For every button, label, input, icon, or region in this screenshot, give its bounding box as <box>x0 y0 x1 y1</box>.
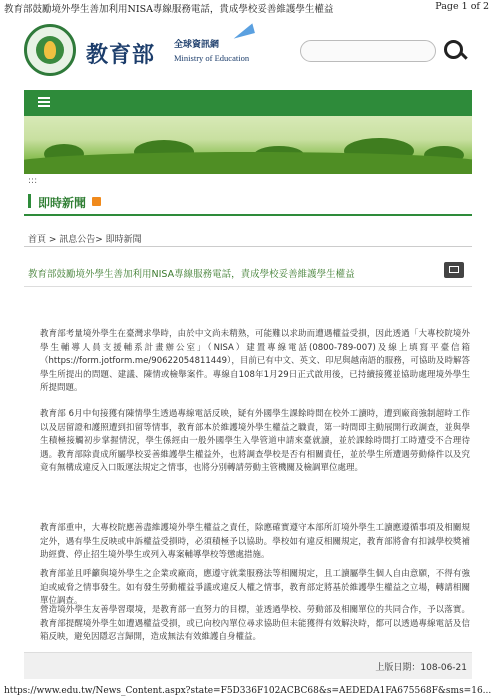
nav-bar <box>24 90 472 116</box>
search-icon-handle <box>459 51 467 59</box>
section-marker <box>28 194 31 208</box>
news-paragraph-3: 教育部重申，大專校院應善盡維護境外學生權益之責任，除應確實遵守本部所訂境外學生工讀應遵循事項及相關規定外，遇有學生反映或申訴權益受損時，必須積極予以協助。學校如有違反相關規定，教育部將會有扣減學校獎補助經費、停止招生境外學生或列入專案輔導學校等懲處措施。 <box>40 523 470 561</box>
torch-icon <box>44 41 56 59</box>
print-header <box>0 0 495 14</box>
section-title: 即時新聞 <box>38 196 87 210</box>
news-paragraph-2: 教育部 6月中旬接獲有陳情學生透過專線電話反映，疑有外國學生課餘時間在校外工讀時，遭到廠商強制超時工作以及居留證和護照遭到扣留等情事，教育部本於維護境外學生權益之職責，第一時間即主動展開行政調查，並與學生積極接觸初步掌握情況，學生係經由一般外國學生入學管道申請來臺就讀，並於課餘時間打工時遭受不合理待遇。教育部除責成所屬學校妥善維護學生權益外，也將調查學校是否有相關責任，並於學生所遭遇勞動條件以及究竟有無構成違反入口販運法規定之情事，也將分別轉請勞動主管機關及檢調單位處理。 <box>40 409 470 474</box>
print-header-title: 教育部鼓勵境外學生善加利用NISA專線服務電話，貴成學校妥善維護學生權益 <box>4 4 334 15</box>
search-button[interactable] <box>442 38 468 64</box>
printer-icon <box>449 266 459 273</box>
updated-date: 上版日期：108-06-21 <box>375 663 467 673</box>
news-paragraph-4: 教育部並且呼籲與境外學生之企業或廠商，應遵守就業服務法等相關規定，且工讀屬學生個人自由意願，不得有強迫或威脅之情事發生。如有發生勞動權益爭議或違反人權之情事，教育部定將基於維護學生權益之立場，轉請相關單位調查。 <box>40 569 470 607</box>
accesskey-dots[interactable]: ::: <box>28 176 38 186</box>
news-paragraph-5: 營造境外學生友善學習環境，是教育部一直努力的目標，並透過學校、勞動部及相關單位的共同合作，予以落實。教育部提醒境外學生如遭遇權益受損，或已向校內單位尋求協助但未能獲得有效解決時，都可以透過專線電話及信箱反映，避免因隱忍言歸開，造成無法有效維護自身權益。 <box>40 605 470 643</box>
paper-plane-icon <box>231 23 255 38</box>
search-icon <box>444 40 463 59</box>
print-button[interactable] <box>444 262 464 278</box>
news-paragraph-1: 教育部考量境外學生在臺灣求學時，由於中文尚未精熟，可能難以求助而遭遇權益受損，因此透過「大專校院境外學生輔導人員支援輔系計畫辦公室」（NISA）建置專線電話(0800-789-007)及線上填寫平臺信箱（https://form.jotform.me/90622054811449），目前已有中文、英文、印尼與越南語的服務，可協助及時解答學生所提出的問題、建議、陳情或檢舉案件。專線自108年1月29日正式啟用後，已持續接獲並協助處理境外學生所提問題。 <box>40 329 470 394</box>
section-divider <box>24 214 472 216</box>
print-page-number: Page 1 of 2 <box>435 1 489 12</box>
site-subtitle-en: Ministry of Education <box>174 53 250 63</box>
site-subtitle-zh: 全球資訊網 <box>174 40 220 50</box>
ministry-seal-logo[interactable] <box>24 24 76 76</box>
breadcrumb[interactable]: 首頁 > 訊息公告> 即時新聞 <box>28 235 142 245</box>
breadcrumb-divider <box>24 246 472 247</box>
search-input[interactable] <box>300 40 436 62</box>
news-title: 教育部鼓勵境外學生善加利用NISA專線服務電話，責成學校妥善維護學生權益 <box>28 269 355 280</box>
banner-image <box>24 116 472 174</box>
rss-icon[interactable] <box>92 197 101 206</box>
menu-icon[interactable] <box>38 96 50 108</box>
print-footer-url: https://www.edu.tw/News_Content.aspx?state=F5D336F102ACBC68&s=AEDEDA1FA675568F&sms=16... <box>4 686 492 696</box>
news-divider <box>24 286 472 287</box>
site-name[interactable]: 教育部 <box>86 42 156 68</box>
